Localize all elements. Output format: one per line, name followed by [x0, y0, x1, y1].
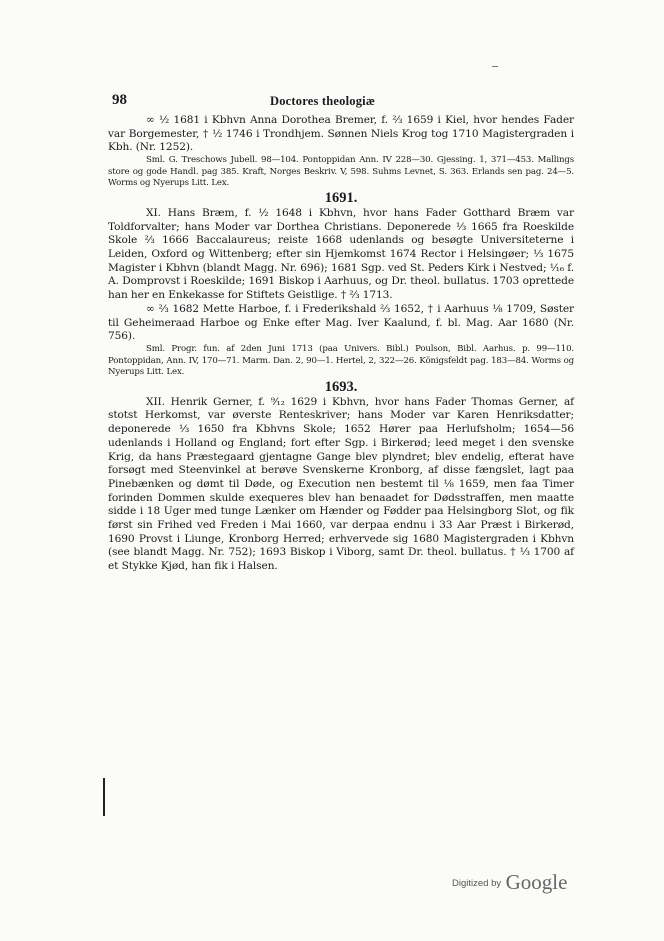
running-title: Doctores theologiæ [270, 94, 376, 108]
reference-paragraph: Sml. Progr. fun. af 2den Juni 1713 (paa Univers. Bibl.) Poulson, Bibl. Aarhus. p. 99—110. Pontoppidan, Ann. IV, 170—71. Marm. Dan. 2, 90—1. Hertel, 2, 322—26. Königsfeldt pag. 183—84. Worms og Nyerups Litt. Lex. [108, 343, 574, 378]
biography-paragraph: ∞ ½ 1681 i Kbhvn Anna Dorothea Bremer, f. ⅔ 1659 i Kiel, hvor hendes Fader var Borgemester, † ½ 1746 i Trondhjem. Sønnen Niels Krog tog 1710 Magistergraden i Kbh. (Nr. 1252). [108, 114, 574, 154]
body-text [108, 114, 574, 574]
biography-paragraph: XII. Henrik Gerner, f. ⁹⁄₁₂ 1629 i Kbhvn, hvor hans Fader Thomas Gerner, af stotst Herkomst, var øverste Renteskriver; hans Moder var Karen Henriksdatter; deponerede ⅓ 1650 fra Kbhvns Skole; 1652 Hører paa Herlufsholm; 1654—56 udenlands i Holland og England; fort efter Sgp. i Birkerød; leed meget i den svenske Krig, da hans Præstegaard gjentagne Gange blev plyndret; blev endelig, efterat have forsøgt med Steenvinkel at berøve Svenskerne Kronborg, af disse fængslet, lagt paa Pinebænken og dømt til Døde, og Execution nen bestemt til ⅛ 1659, men faa Timer forinden Dommen skulde exequeres blev han benaadet for Dødsstraffen, men maatte sidde i 18 Uger med tunge Lænker om Hænder og Fødder paa Helsingborg Slot, og fik først sin Frihed ved Freden i Mai 1660, var derpaa endnu i 33 Aar Præst i Birkerød, 1690 Provst i Liunge, Kronborg Herred; erhvervede sig 1680 Magistergraden i Kbhvn (see blandt Magg. Nr. 752); 1693 Biskop i Viborg, samt Dr. theol. bullatus. † ⅓ 1700 af et Stykke Kjød, han fik i Halsen. [108, 395, 574, 573]
page-number: 98 [112, 92, 127, 108]
year-heading: 1693. [324, 378, 358, 395]
year-heading: 1691. [324, 189, 358, 206]
google-logo: Google [505, 870, 568, 894]
running-header [108, 92, 574, 114]
biography-paragraph: XI. Hans Bræm, f. ½ 1648 i Kbhvn, hvor hans Fader Gotthard Bræm var Toldforvalter; hans Moder var Dorthea Christians. Deponerede ⅓ 1665 fra Roeskilde Skole ⅔ 1666 Baccalaureus; reiste 1668 udenlands og besøgte Universiteterne i Leiden, Oxford og Wittenberg; efter sin Hjemkomst 1674 Rector i Helsingøer; ⅓ 1675 Magister i Kbhvn (blandt Magg. Nr. 696); 1681 Sgp. ved St. Peders Kirk i Nestved; ⅟₁₆ f. A. Domprovst i Roeskilde; 1691 Biskop i Aarhuus, og Dr. theol. bullatus. 1703 oprettede han her en Enkekasse for Stiftets Geistlige. † ⅔ 1713. [108, 206, 574, 302]
margin-tick-mark [492, 66, 498, 67]
book-page [108, 92, 574, 574]
biography-paragraph: ∞ ⅔ 1682 Mette Harboe, f. i Frederikshald ⅔ 1652, † i Aarhuus ⅛ 1709, Søster til Geheimeraad Harboe og Enke efter Mag. Iver Kaalund, f. bl. Mag. Aar 1680 (Nr. 756). [108, 302, 574, 343]
watermark-prefix: Digitized by [452, 878, 502, 889]
reference-paragraph: Sml. G. Treschows Jubell. 98—104. Pontoppidan Ann. IV 228—30. Gjessing. 1, 371—453. Mallings store og gode Handl. pag 385. Kraft, Norges Beskriv. V, 598. Suhms Levnet, S. 363. Erlands sen pag. 24—5. Worms og Nyerups Litt. Lex. [108, 155, 574, 189]
margin-pencil-line [103, 778, 105, 816]
digitized-by-watermark [452, 870, 567, 895]
